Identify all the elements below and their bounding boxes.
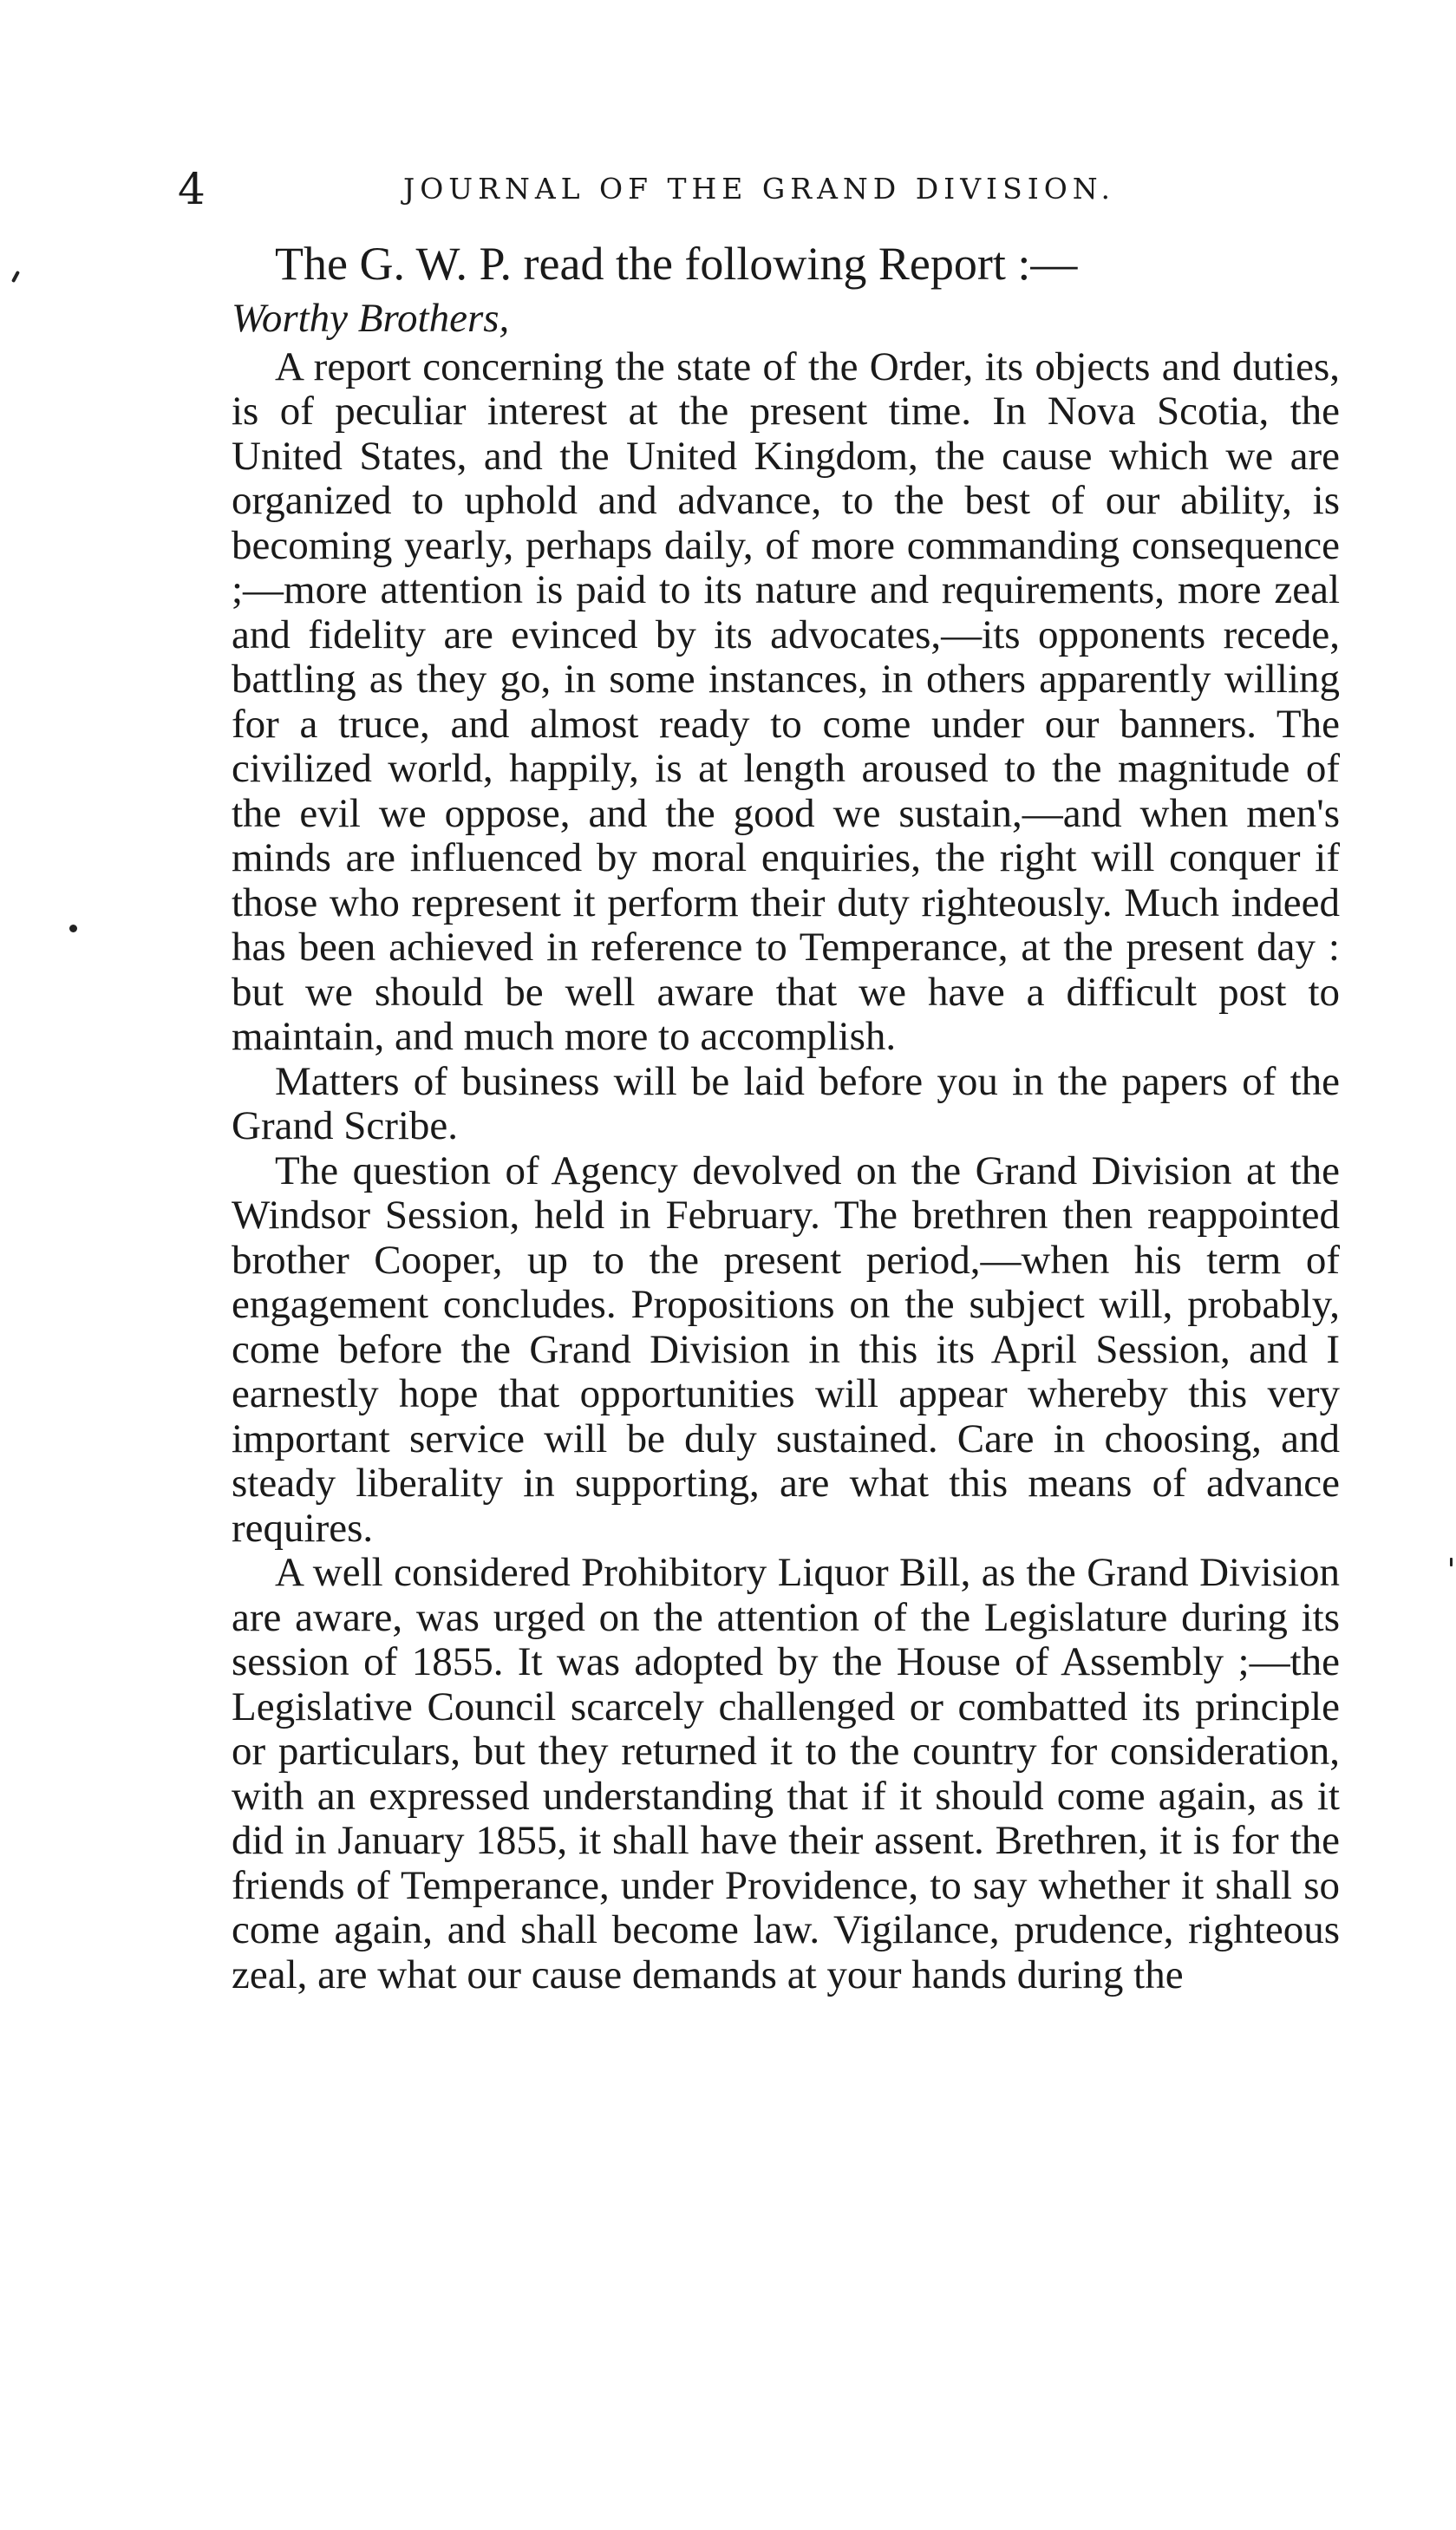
journal-title: JOURNAL OF THE GRAND DIVISION. (403, 172, 1116, 206)
report-body (232, 236, 1340, 1997)
report-intro: The G. W. P. read the following Report :— (275, 238, 1078, 290)
paragraph-agency: The question of Agency devolved on the Grand Division at the Windsor Session, held in February. The brethren then reappointed brother Cooper, up to the present period,—when his term of engagement concludes. Propositions on the subject will, probably, come before the Grand Division in this its April Session, and I earnestly hope that opportunities will appear whereby this very important service will be duly sustained. Care in choosing, and steady liberality in supporting, are what this means of advance requires. (232, 1147, 1340, 1551)
page-number: 4 (178, 164, 206, 214)
margin-right-mark (1450, 1558, 1453, 1566)
paragraph-state-of-order: A report concerning the state of the Order, its objects and duties, is of peculiar interest at the present time. In Nova Scotia, the United States, and the United Kingdom, the cause which we are organized to uphold and advance, to the best of our ability, is becoming yearly, perhaps daily, of more commanding consequence ;—more attention is paid to its nature and requirements, more zeal and fidelity are evinced by its advocates,—its opponents recede, battling as they go, in some instances, in others apparently willing for a truce, and almost ready to come under our banners. The civilized world, happily, is at length aroused to the magnitude of the evil we oppose, and the good we sustain,—and when men's minds are influenced by moral enquiries, the right will conquer if those who represent it perform their duty righteously. Much indeed has been achieved in reference to Temperance, at the present day : but we should be well aware that we have a difficult post to maintain, and much more to accomplish. (232, 343, 1340, 1059)
paragraph-prohibitory-bill: A well considered Prohibitory Liquor Bill, as the Grand Division are aware, was urged on the attention of the Legislature during its session of 1855. It was adopted by the House of Assembly ;—the Legislative Council scarcely challenged or combatted its principle or particulars, but they returned it to the country for consideration, with an expressed understanding that if it should come again, as it did in January 1855, it shall have their assent. Brethren, it is for the friends of Temperance, under Providence, to say whether it shall so come again, and shall become law. Vigilance, prudence, righteous zeal, are what our cause demands at your hands during the (232, 1550, 1340, 1997)
margin-tick-mark (11, 271, 20, 283)
running-head (178, 163, 1340, 215)
paragraph-business: Matters of business will be laid before you in the papers of the Grand Scribe. (232, 1058, 1340, 1148)
margin-dot-mark (69, 925, 77, 932)
salutation: Worthy Brothers, (232, 296, 510, 341)
